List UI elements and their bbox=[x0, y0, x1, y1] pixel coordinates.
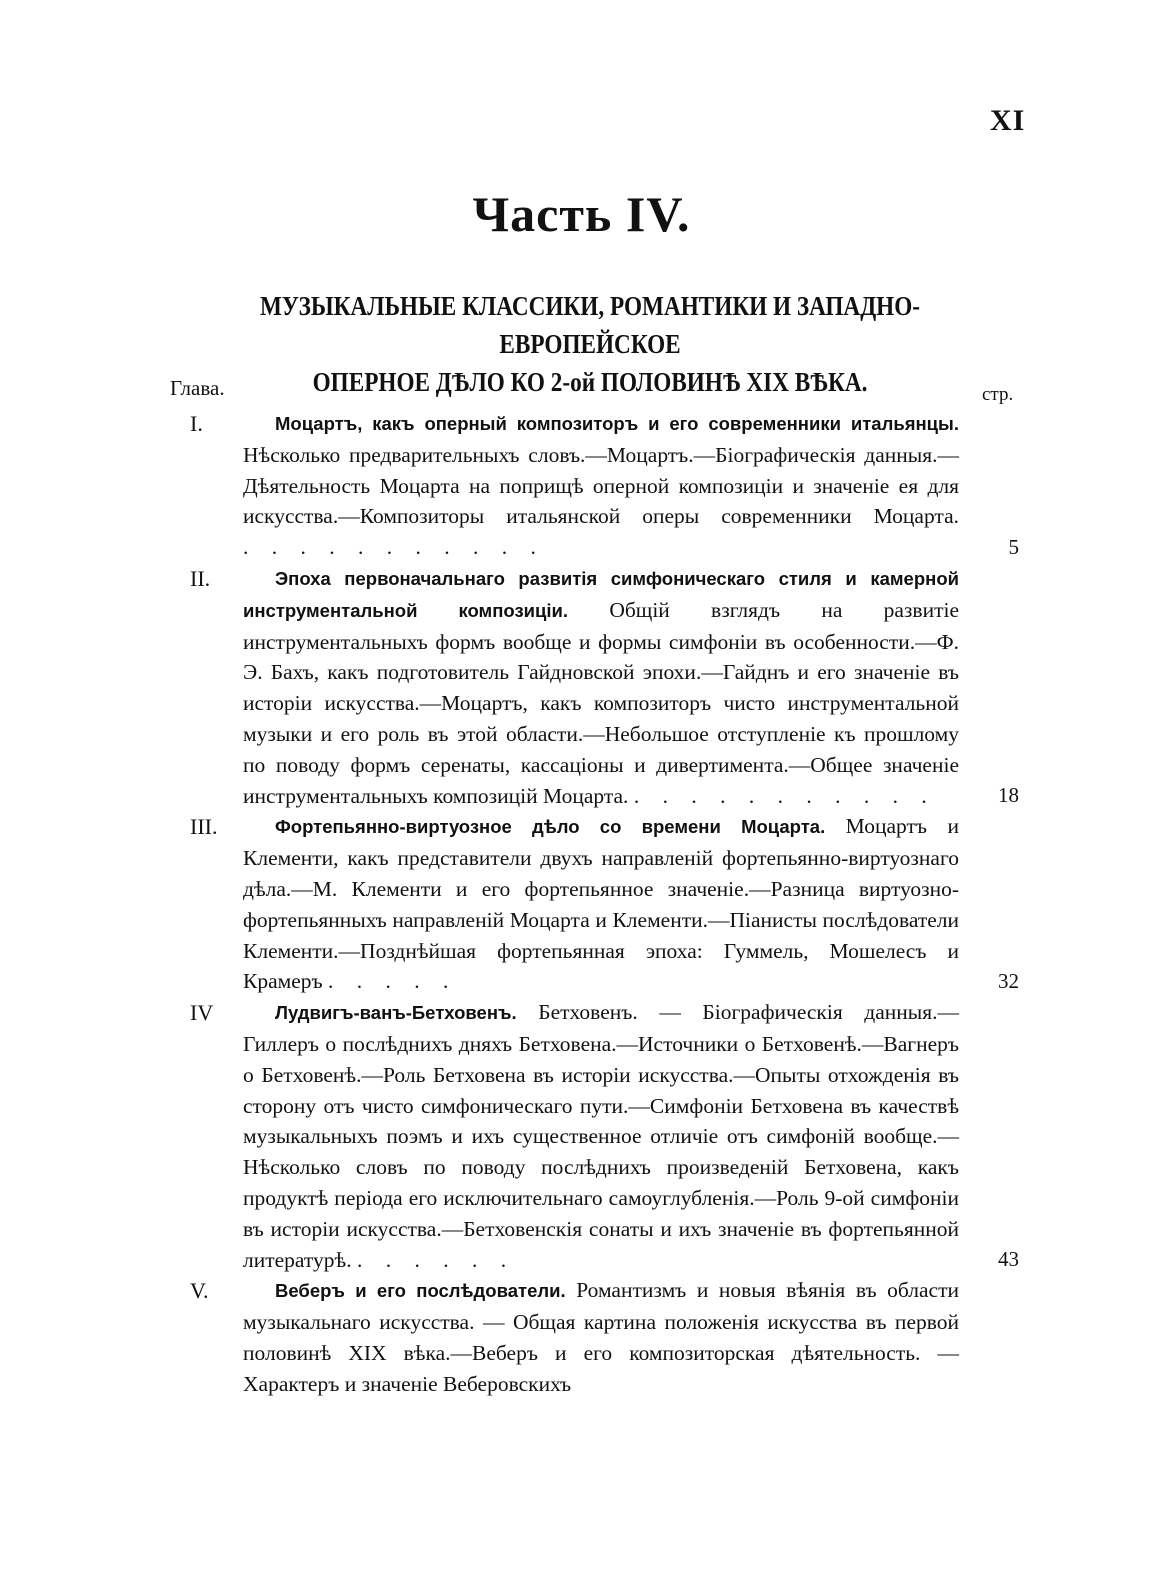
part-subtitle-line-2: ОПЕРНОЕ ДѢЛО КО 2-ой ПОЛОВИНѢ XIX ВѢКА. bbox=[312, 367, 868, 397]
page-column-header: стр. bbox=[982, 384, 1014, 405]
chapter-title: Веберъ и его послѣдователи. bbox=[275, 1280, 566, 1302]
chapter-description bbox=[243, 811, 959, 997]
chapter-description bbox=[243, 563, 959, 811]
chapter-description bbox=[243, 997, 959, 1275]
chapter-title: Моцартъ, какъ оперный композиторъ и его современники итальянцы. bbox=[275, 413, 959, 434]
dot-leader: . . . . . . . . . . . bbox=[243, 535, 545, 560]
toc-entry bbox=[0, 811, 1163, 997]
chapter-body: Нѣсколько предварительныхъ словъ.—Моцартъ.—Біографическія данныя.—Дѣятельность Моцарта на поприщѣ оперной композиціи и значеніе ея для искусства.—Композиторы итальянской оперы современники Моцарта. bbox=[243, 442, 959, 529]
chapter-title: Лудвигъ-ванъ-Бетховенъ. bbox=[275, 1002, 517, 1024]
chapter-numeral: IV bbox=[190, 1000, 214, 1026]
chapter-title: Эпоха первоначальнаго развитія симфоническаго стиля и камерной инструментальной композиціи. bbox=[243, 567, 959, 621]
chapter-page-number: 32 bbox=[998, 969, 1019, 994]
chapter-page-number: 18 bbox=[998, 783, 1019, 808]
part-title: Часть IV. bbox=[472, 186, 691, 242]
part-subtitle-line-1: МУЗЫКАЛЬНЫЕ КЛАССИКИ, РОМАНТИКИ И ЗАПАДНО-ЕВРОПЕЙСКОЕ bbox=[259, 291, 921, 359]
dot-leader: . . . . . . . . . . . bbox=[633, 783, 936, 808]
toc-entry bbox=[0, 408, 1163, 563]
dot-leader: . . . . . . bbox=[356, 1247, 516, 1272]
table-of-contents bbox=[0, 408, 1163, 1400]
chapter-body: Романтизмъ и новыя вѣянія въ области музыкальнаго искусства. — Общая картина положенія искусства въ первой половинѣ XIX вѣка.—Веберъ и его композиторская дѣятельность. — Характеръ и значеніе Веберовскихъ bbox=[243, 1278, 959, 1396]
page-number: XI bbox=[990, 104, 1026, 137]
chapter-page-number: 5 bbox=[1008, 534, 1019, 559]
toc-entry bbox=[0, 1275, 1163, 1399]
chapter-numeral: II. bbox=[190, 565, 211, 591]
chapter-numeral: V. bbox=[190, 1278, 209, 1304]
chapter-title: Фортепьянно-виртуозное дѣло со времени Моцарта. bbox=[275, 816, 826, 838]
chapter-numeral: I. bbox=[190, 411, 203, 436]
chapter-numeral: III. bbox=[190, 814, 218, 840]
part-subtitle bbox=[212, 287, 969, 401]
chapter-body: Общій взглядъ на развитіе инструментальныхъ формъ вообще и формы симфоніи въ особенности.—Ф. Э. Бахъ, какъ подготовитель Гайдновской эпохи.—Гайднъ и его значеніе въ исторіи искусства.—Моцартъ, какъ композиторъ чисто инструментальной музыки и его роль въ этой области.—Небольшое отступленіе къ прошлому по поводу формъ серенаты, кассаціоны и дивертимента.—Общее значеніе инструментальныхъ композицій Моцарта. bbox=[243, 597, 959, 808]
toc-entry bbox=[0, 563, 1163, 811]
chapter-description bbox=[243, 408, 959, 563]
chapter-column-header: Глава. bbox=[170, 376, 225, 400]
chapter-body: Бетховенъ. — Біографическія данныя.—Гиллеръ о послѣднихъ дняхъ Бетховена.—Источники о Бетховенѣ.—Вагнеръ о Бетховенѣ.—Роль Бетховена въ исторіи искусства.—Опыты отхожденія въ сторону отъ чисто симфоническаго пути.—Симфоніи Бетховена въ качествѣ музыкальныхъ поэмъ и ихъ существенное отличіе отъ симфоній вообще.—Нѣсколько словъ по поводу послѣднихъ произведеній Бетховена, какъ продуктѣ періода его исключительнаго самоуглубленія.—Роль 9-ой симфоніи въ исторіи искусства.—Бетховенскія сонаты и ихъ значеніе въ фортепьянной литературѣ. bbox=[243, 1000, 960, 1272]
dot-leader: . . . . . bbox=[328, 969, 458, 994]
chapter-page-number: 43 bbox=[998, 1247, 1019, 1272]
toc-entry bbox=[0, 997, 1163, 1275]
chapter-description bbox=[243, 1275, 959, 1399]
chapter-body: Моцартъ и Клементи, какъ представители двухъ направленій фортепьянно-виртуознаго дѣла.—М. Клементи и его фортепьянное значеніе.—Разница виртуозно-фортепьянныхъ направленій Моцарта и Клементи.—Піанисты послѣдователи Клементи.—Позднѣйшая фортепьянная эпоха: Гуммель, Мошелесъ и Крамеръ bbox=[243, 814, 959, 994]
